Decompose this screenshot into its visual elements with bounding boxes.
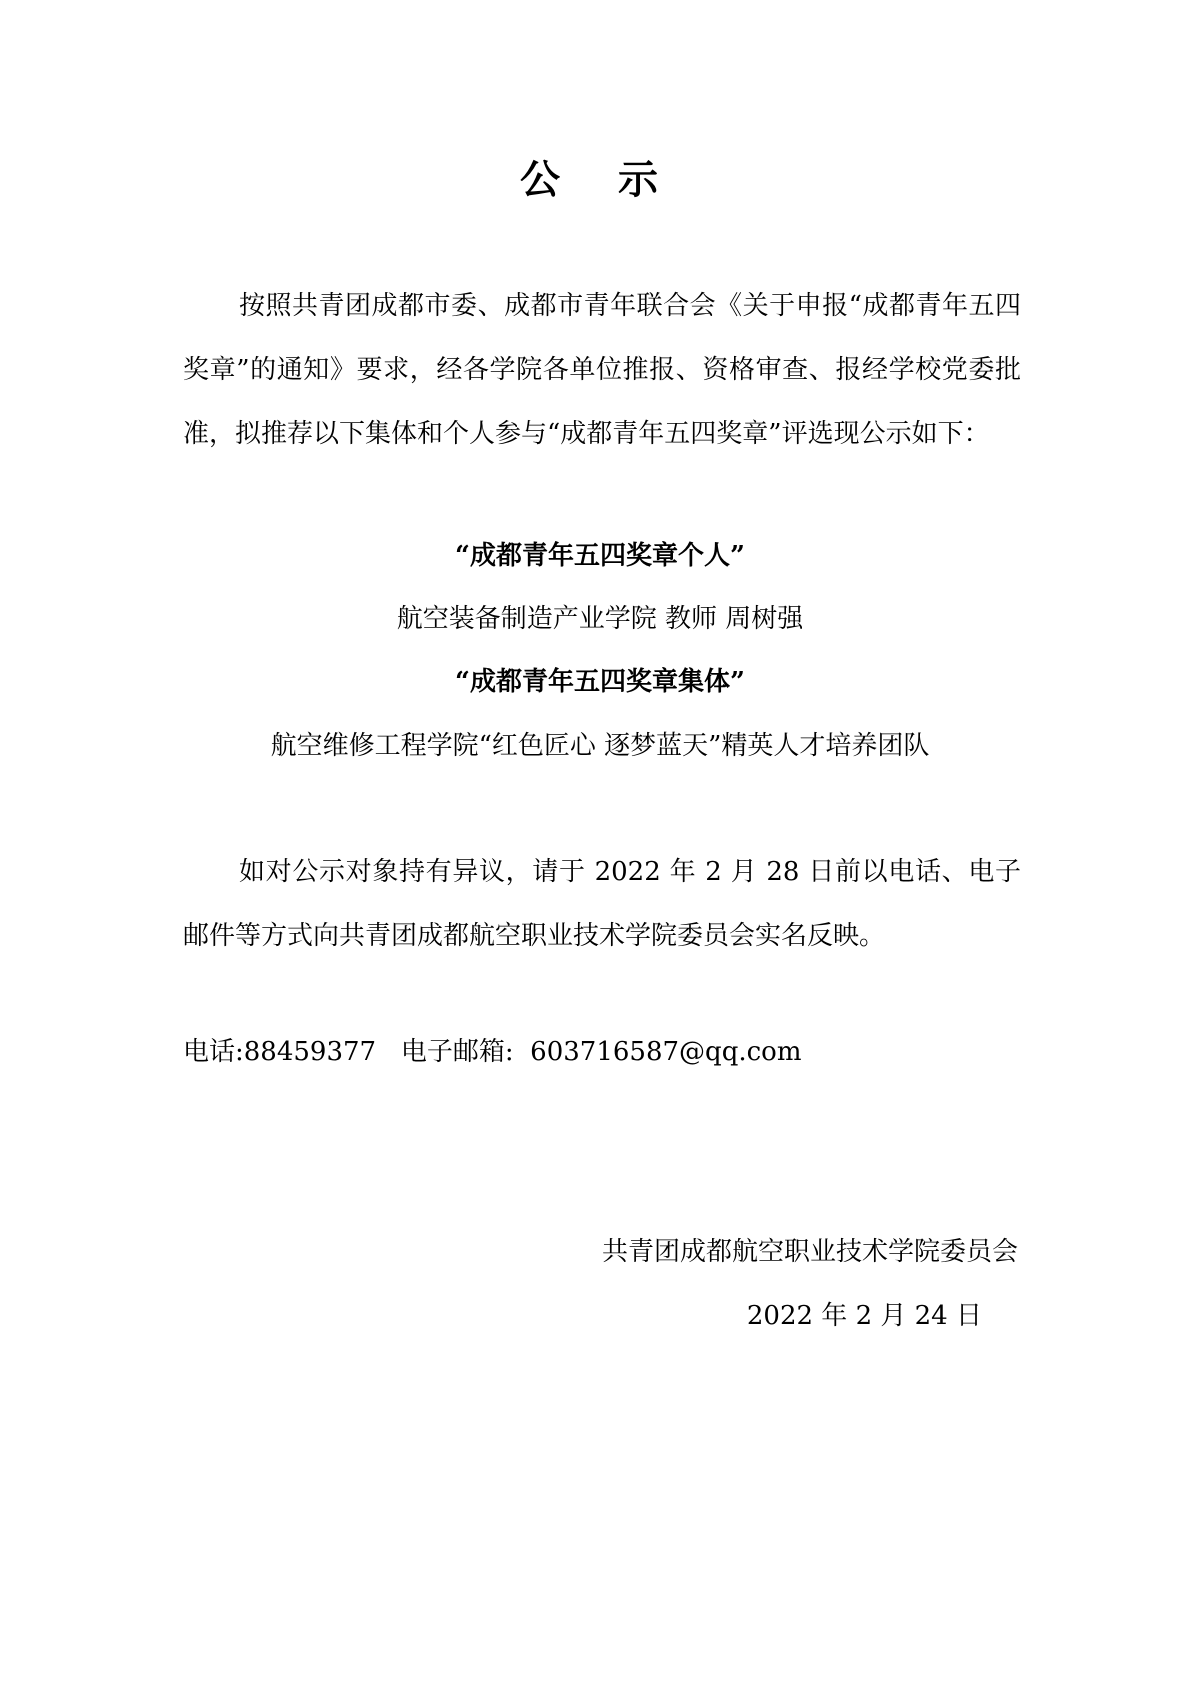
- collective-award-heading: “成都青年五四奖章集体”: [455, 667, 745, 697]
- signature-date: 2022 年 2 月 24 日: [746, 1301, 982, 1331]
- contact-info: 电话:88459377 电子邮箱: 603716587@qq.com: [183, 1037, 802, 1067]
- individual-award-recipient: 航空装备制造产业学院 教师 周树强: [396, 604, 804, 634]
- page-title: 公 示: [520, 156, 680, 203]
- individual-award-heading: “成都青年五四奖章个人”: [455, 541, 745, 571]
- objection-paragraph: 如对公示对象持有异议，请于 2022 年 2 月 28 日前以电话、电子邮件等方式向共青团成都航空职业技术学院委员会实名反映。: [183, 857, 1021, 951]
- intro-paragraph: 按照共青团成都市委、成都市青年联合会《关于申报“成都青年五四奖章”的通知》要求，经各学院各单位推报、资格审查、报经学校党委批准，拟推荐以下集体和个人参与“成都青年五四奖章”评选现公示如下：: [183, 291, 1021, 449]
- collective-award-recipient: 航空维修工程学院“红色匠心 逐梦蓝天”精英人才培养团队: [270, 731, 930, 761]
- signature-organization: 共青团成都航空职业技术学院委员会: [601, 1237, 1018, 1267]
